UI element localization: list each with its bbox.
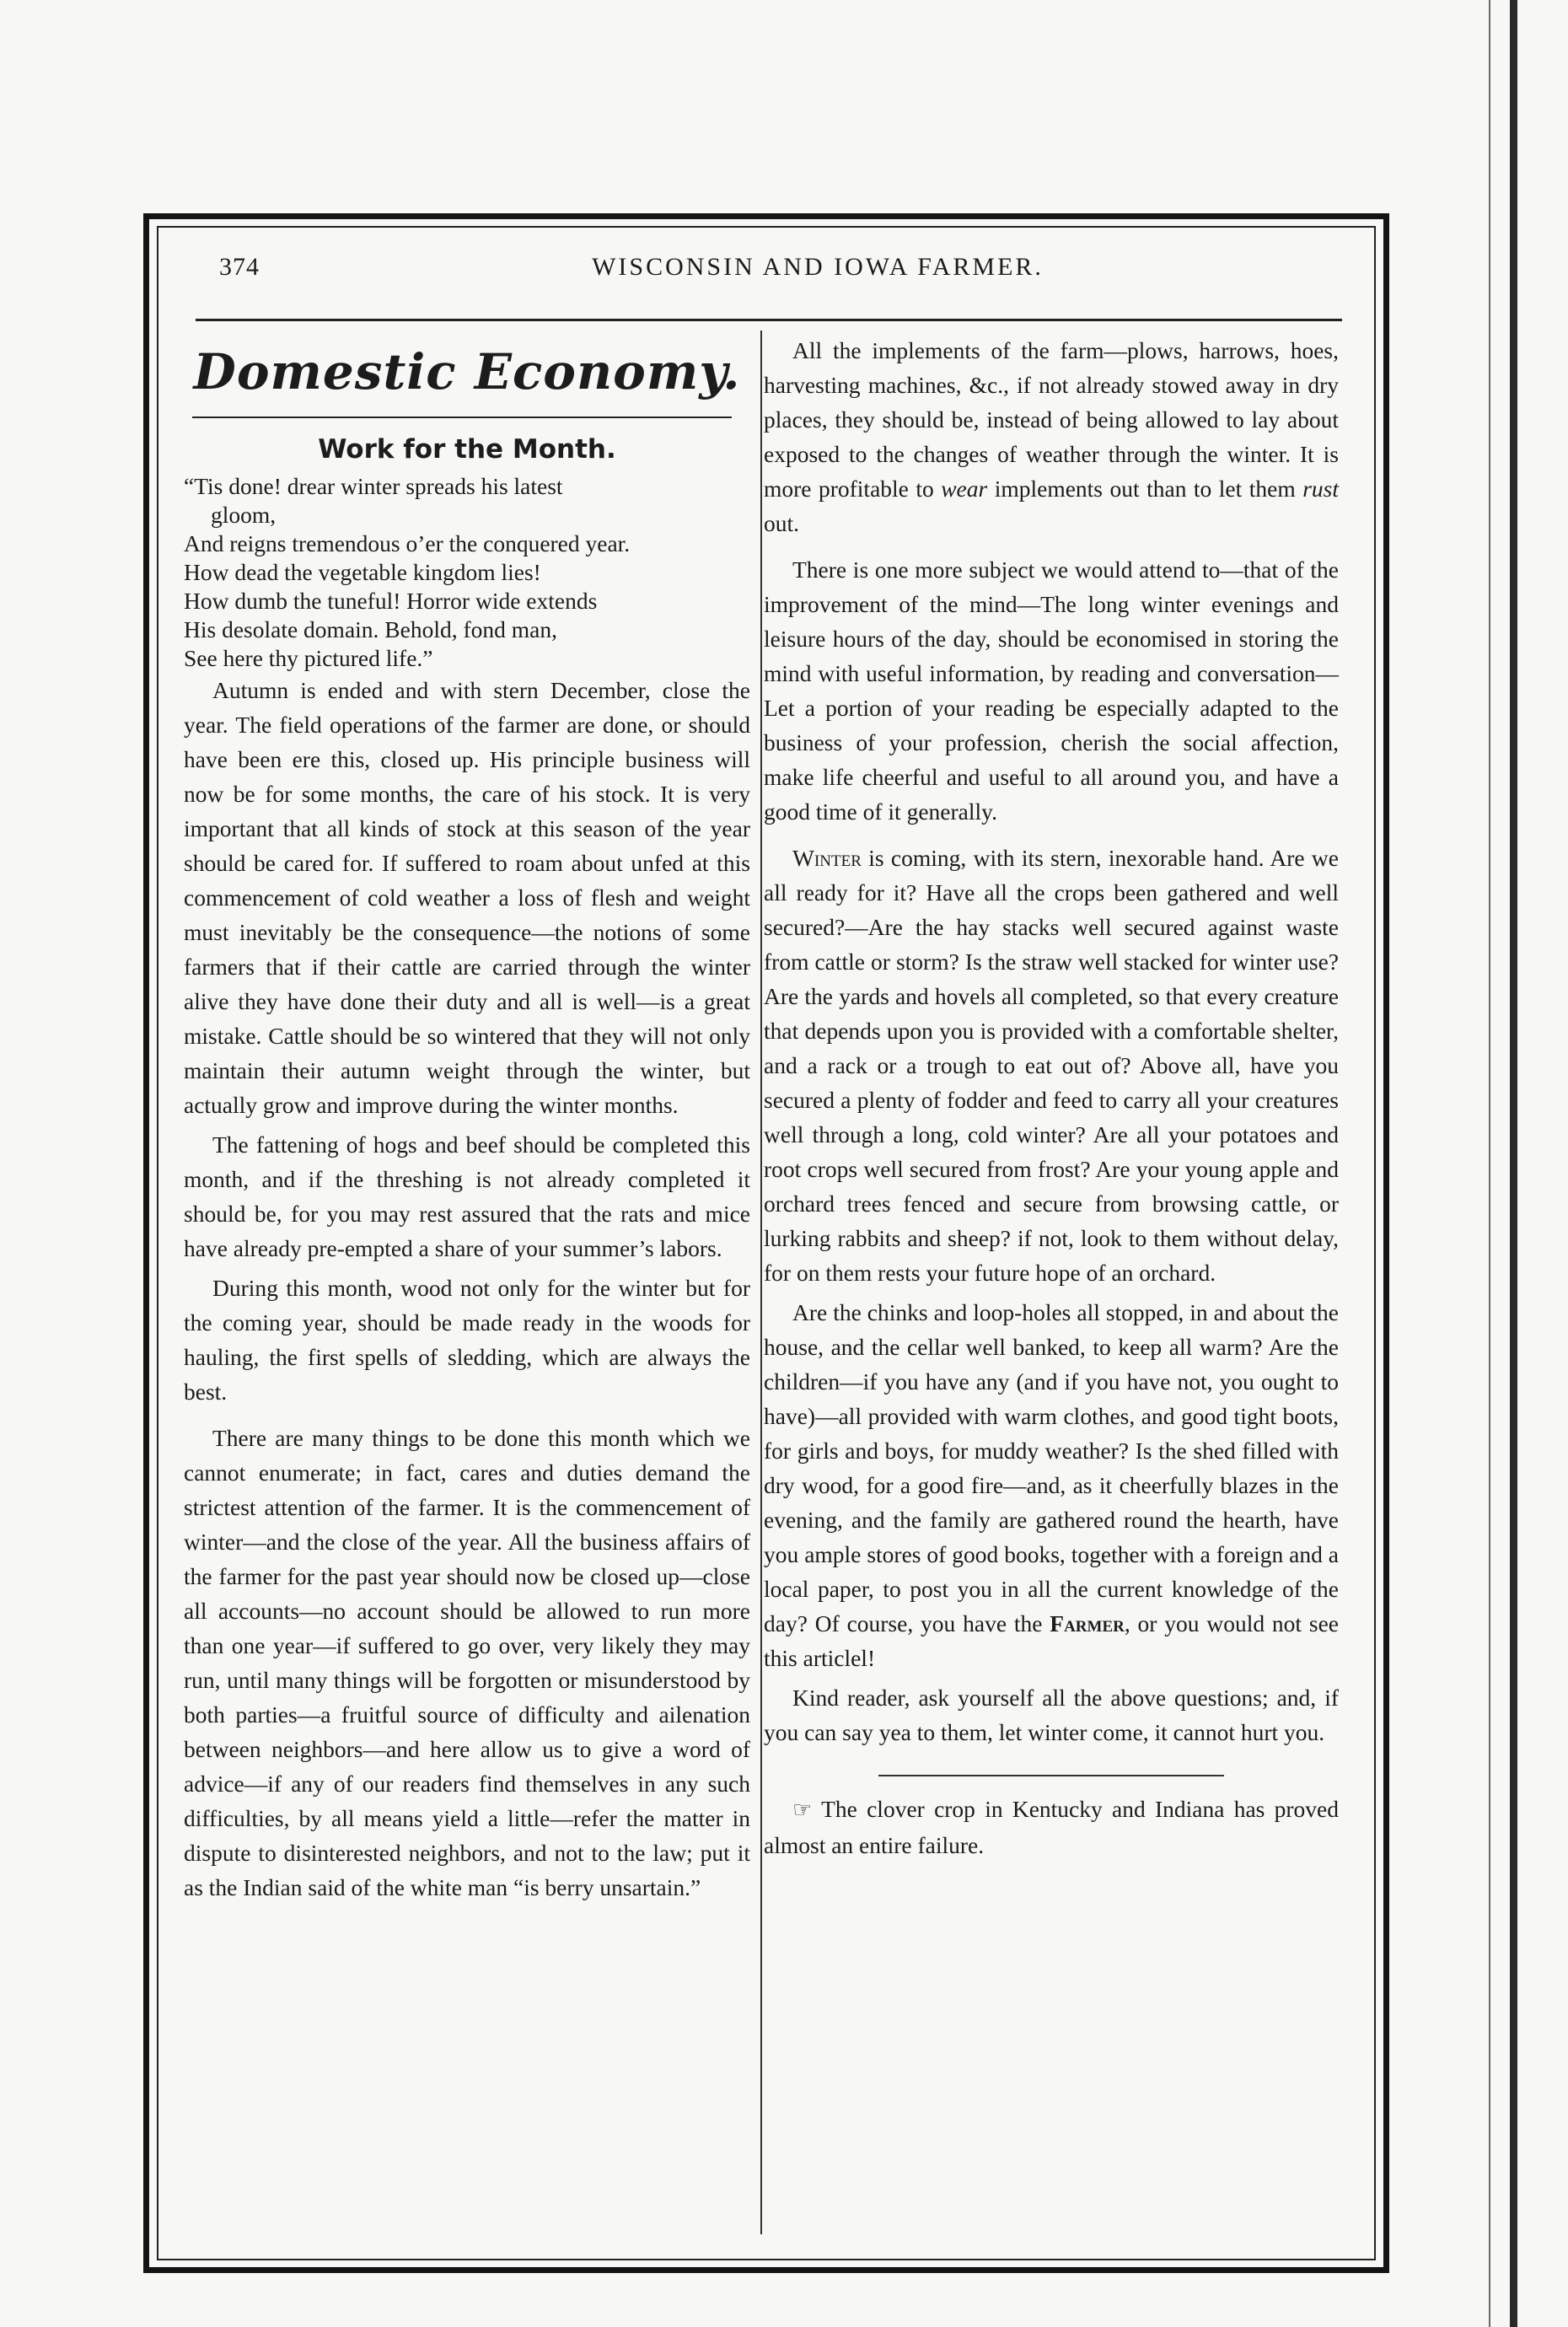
left-column [184,331,750,1910]
paragraph-closing: Kind reader, ask yourself all the above questions; and, if you can say yea to them, let winter come, it cannot hurt you. [764,1685,1339,1745]
text-run: , or you would not see this articlel! [764,1610,1339,1671]
paragraph-household [764,1295,1339,1675]
paragraph-autumn: Autumn is ended and with stern December, close the year. The field operations of the farmer are done, or should have been ere this, closed up. His principle business will now be for some months, the care of his stock. It is very important that all kinds of stock at this season of the year should be cared for. If suffered to roam about unfed at this commencement of cold weather a loss of flesh and weight must inevitably be the consequence—the notions of some farmers that if their cattle are carried through the winter alive they have done their duty and all is well—is a great mistake. Cattle should be so wintered that they will not only maintain their autumn weight through the winter, but actually grow and improve during the winter months. [184,677,750,1118]
page-number: 374 [219,253,260,281]
text-run: Are the chinks and loop-holes all stopped, in and about the house, and the cellar well banked, to keep all warm? Are the children—if you have any (and if you have not, you ought to have)—all provided with warm clothes, and good tight boots, for girls and boys, for muddy weather? Is the shed filled with dry wood, for a good fire—and, as it cheerfully blazes in the evening, and the family are gathered round the hearth, have you ample stores of good books, together with a foreign and a local paper, to post you in all the current knowledge of the day? Of course, you have the [764,1299,1339,1636]
page-header [219,253,1340,295]
note-rule [878,1775,1224,1776]
page-edge-light [1489,0,1490,2327]
text-run: implements out than to let them [987,476,1303,502]
paragraph-business: There are many things to be done this month which we cannot enumerate; in fact, cares and duties demand the strictest attention of the farmer. It is the commencement of winter—and the close of the year. All the business affairs of the farmer for the past year should now be closed up—close all accounts—no account should be allowed to run more than one year—if suffered to go over, very likely they may run, until many things will be forgotten or misunderstood by both parties—a fruitful source of difficulty and ailenation between neighbors—and here allow us to give a word of advice—if any of our readers find themselves in any such difficulties, by all means yield a little—refer the matter in dispute to disinterested neighbors, and not to the law; put it as the Indian said of the white man “is berry unsartain.” [184,1425,750,1900]
text-run: The clover crop in Kentucky and Indiana has proved almost an entire failure. [764,1796,1339,1858]
article-title: Work for the Month. [318,434,616,465]
right-column [764,333,1339,1868]
paragraph-winter [764,841,1339,1290]
clover-note [764,1792,1339,1862]
poem-line: His desolate domain. Behold, fond man, [184,616,557,642]
emphasis-wear: wear [941,476,988,502]
paragraph-fattening: The fattening of hogs and beef should be completed this month, and if the threshing is not already completed it should be, for you may rest assured that the rats and mice have already pre-empted a share of your summer’s labors. [184,1131,750,1261]
page-edge-dark [1510,0,1517,2327]
running-head: WISCONSIN AND IOWA FARMER. [592,253,1044,281]
header-rule [196,319,1342,321]
poem-line: How dead the vegetable kingdom lies! [184,559,541,585]
text-run: out. [764,510,800,536]
poem-line: And reigns tremendous o’er the conquered year. [184,530,631,556]
emphasis-rust: rust [1302,476,1339,502]
text-run: All the implements of the farm—plows, harrows, hoes, harvesting machines, &c., if not already stowed away in dry places, they should be, instead of being allowed to lay about exposed to the changes of weather through the winter. It is more profitable to [764,337,1339,502]
poem-line: gloom, [211,502,277,528]
paragraph-mind: There is one more subject we would attend to—that of the improvement of the mind—The long winter evenings and leisure hours of the day, should be economised in storing the mind with useful information, by reading and conversation—Let a portion of your reading be especially adapted to the business of your profession, cherish the social affection, make life cheerful and useful to all around you, and have a good time of it generally. [764,556,1339,825]
lead-word: Winter [792,845,862,871]
paragraph-implements [764,333,1339,540]
section-rule [192,416,732,418]
pointing-hand-icon: ☞ [792,1798,813,1823]
paragraph-wood: During this month, wood not only for the winter but for the coming year, should be made ready in the woods for hauling, the first spells of sledding, which are always the best. [184,1275,750,1405]
poem-line: See here thy pictured life.” [184,645,433,671]
poem-line: “Tis done! drear winter spreads his latest [184,473,563,499]
poem-line: How dumb the tuneful! Horror wide extends [184,588,598,614]
column-divider [760,331,762,2234]
section-title: Domestic Economy. [193,343,741,400]
text-run: is coming, with its stern, inexorable hand. Are we all ready for it? Have all the crops been gathered and well secured?—Are the hay stacks well secured against waste from cattle or storm? Is the straw well stacked for winter use? Are the yards and hovels all completed, so that every creature that depends upon you is provided with a comfortable shelter, and a rack or a trough to eat out of? Above all, have you secured a plenty of fodder and feed to carry all your creatures well through a long, cold winter? Are all your potatoes and root crops well secured from frost? Are your young apple and orchard trees fenced and secure from browsing cattle, or lurking rabbits and sheep? if not, look to them without delay, for on them rests your future hope of an orchard. [764,845,1339,1286]
farmer-mention: Farmer [1050,1610,1125,1636]
poem-epigraph [184,472,750,673]
